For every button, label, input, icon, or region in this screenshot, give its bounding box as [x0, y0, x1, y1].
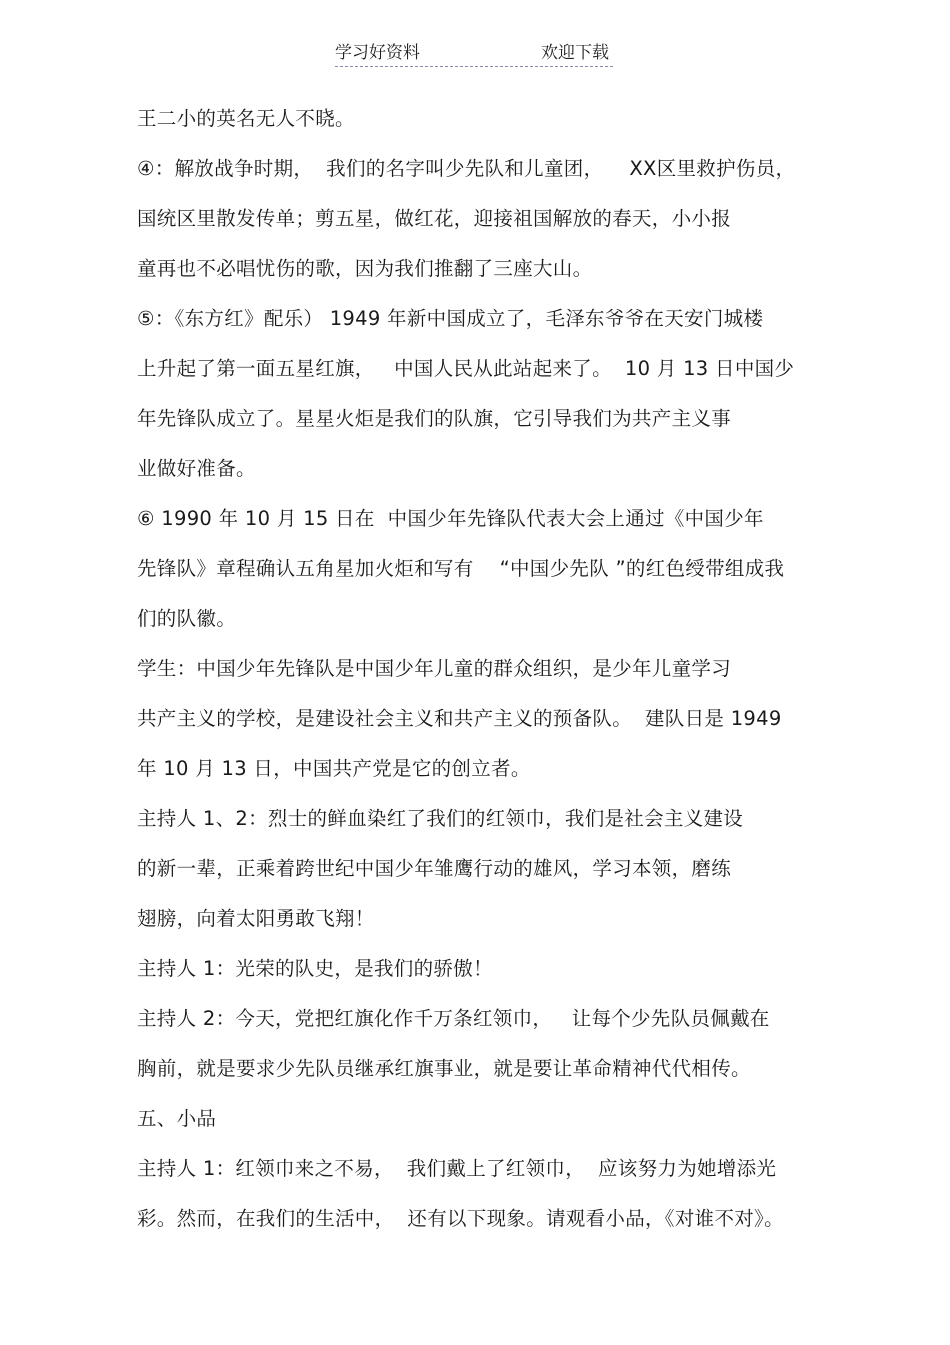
- text-line: 学生：中国少年先锋队是中国少年儿童的群众组织，是少年儿童学习: [137, 657, 732, 680]
- text-line: 王二小的英名无人不晓。: [137, 107, 355, 130]
- text-line: 业做好准备。: [137, 457, 256, 480]
- text-line: 的新一辈，正乘着跨世纪中国少年雏鹰行动的雄风，学习本领，磨练: [137, 857, 732, 880]
- text-line: 国统区里散发传单；剪五星，做红花，迎接祖国解放的春天，小小报: [137, 207, 732, 230]
- text-line: 主持人 2：今天，党把红旗化作千万条红领巾， 让每个少先队员佩戴在: [137, 1007, 770, 1030]
- text-line: 年 10 月 13 日，中国共产党是它的创立者。: [137, 757, 531, 780]
- text-line: 主持人 1：红领巾来之不易， 我们戴上了红领巾， 应该努力为她增添光: [137, 1157, 777, 1180]
- document-body: [137, 100, 837, 1250]
- text-line: 主持人 1、2：烈士的鲜血染红了我们的红领巾，我们是社会主义建设: [137, 807, 744, 830]
- text-line: 上升起了第一面五星红旗， 中国人民从此站起来了。 10 月 13 日中国少: [137, 357, 795, 380]
- header-left-text: 学习好资料: [335, 43, 420, 63]
- text-line: ⑥ 1990 年 10 月 15 日在 中国少年先锋队代表大会上通过《中国少年: [137, 507, 764, 530]
- text-line: 年先锋队成立了。星星火炬是我们的队旗，它引导我们为共产主义事: [137, 407, 732, 430]
- page-header: [335, 40, 613, 67]
- text-line: 彩。然而，在我们的生活中， 还有以下现象。请观看小品，《对谁不对》。: [137, 1207, 784, 1230]
- text-line: 胸前，就是要求少先队员继承红旗事业，就是要让革命精神代代相传。: [137, 1057, 751, 1080]
- text-line: ⑤：《东方红》配乐） 1949 年新中国成立了，毛泽东爷爷在天安门城楼: [137, 307, 764, 330]
- text-line: 童再也不必唱忧伤的歌，因为我们推翻了三座大山。: [137, 257, 593, 280]
- text-line: 共产主义的学校，是建设社会主义和共产主义的预备队。 建队日是 1949: [137, 707, 782, 730]
- text-line: 翅膀，向着太阳勇敢飞翔！: [137, 907, 375, 930]
- header-right-text: 欢迎下载: [541, 43, 609, 63]
- text-line: 主持人 1：光荣的队史，是我们的骄傲！: [137, 957, 493, 980]
- text-line: 先锋队》章程确认五角星加火炬和写有 “中国少先队 ”的红色绶带组成我: [137, 557, 785, 580]
- section-heading: 五、小品: [137, 1107, 217, 1130]
- text-line: ④：解放战争时期， 我们的名字叫少先队和儿童团， XX区里救护伤员，: [137, 157, 796, 180]
- text-line: 们的队徽。: [137, 607, 237, 630]
